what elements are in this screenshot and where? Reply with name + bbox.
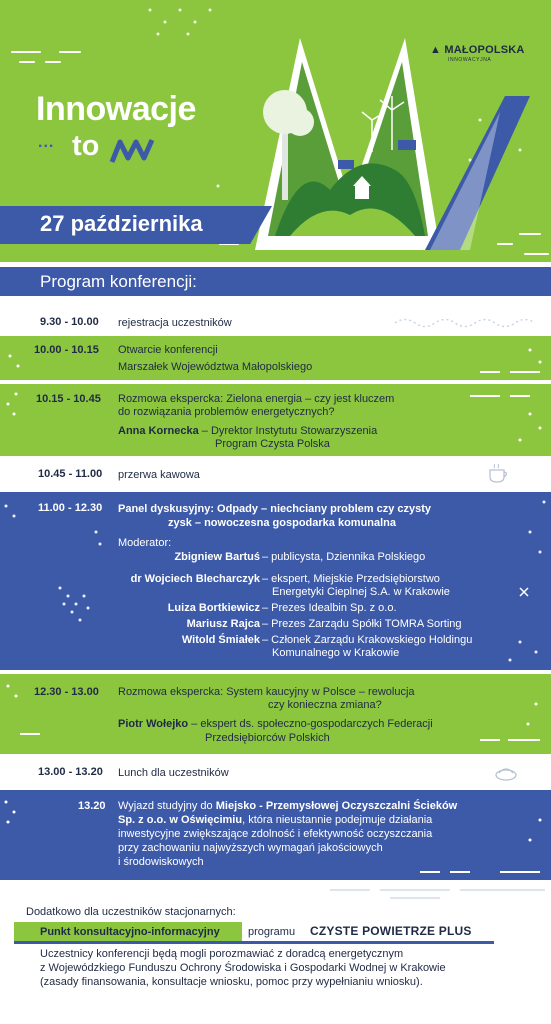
- brand-logo-mark: ▲: [430, 44, 445, 56]
- brand-name: MAŁOPOLSKA: [444, 44, 525, 56]
- extra-body-line: Uczestnicy konferencji będą mogli porozmawiać z doradcą energetycznym: [40, 948, 404, 960]
- row-time: 13.00 - 13.20: [38, 766, 103, 778]
- brand-logo: [430, 44, 525, 56]
- person-name: dr Wojciech Blecharczyk: [130, 573, 260, 585]
- punkt-label: Punkt konsultacyjno-informacyjny: [40, 926, 220, 938]
- trip-destination: Miejsko - Przemysłowej Oczyszczalni Ścieków: [215, 800, 458, 812]
- row-text: przerwa kawowa: [118, 469, 200, 481]
- person-role: – Prezes Zarządu Spółki TOMRA Sorting: [262, 618, 462, 630]
- row-time: 9.30 - 10.00: [40, 316, 99, 328]
- person-name: Witold Śmiałek: [181, 634, 260, 646]
- program-title: Program konferencji:: [40, 272, 197, 291]
- speaker-role: – Dyrektor Instytutu Stowarzyszenia: [201, 425, 378, 437]
- schedule-row: [0, 790, 551, 880]
- event-date: 27 października: [40, 211, 203, 236]
- person-role-cont: Energetyki Cieplnej S.A. w Krakowie: [272, 586, 450, 598]
- schedule-row: [0, 460, 551, 488]
- row-time: 12.30 - 13.00: [34, 686, 99, 698]
- row-line2: czy konieczna zmiana?: [268, 699, 382, 711]
- person-role: – publicysta, Dziennika Polskiego: [262, 551, 426, 563]
- schedule-row: [0, 758, 551, 786]
- dots-decoration: [0, 674, 551, 754]
- row-time: 10.45 - 11.00: [38, 468, 103, 480]
- trip-line5: i środowiskowych: [118, 856, 204, 868]
- trip-rest1: , która nieustannie podejmuje działania: [242, 814, 433, 826]
- title-dots: ...: [38, 134, 55, 151]
- extra-body: [40, 947, 530, 989]
- trip-destination-cont: Sp. z o.o. w Oświęcimiu: [118, 814, 243, 826]
- schedule-row: [0, 674, 551, 754]
- person-name: Mariusz Rajca: [186, 618, 260, 630]
- dots-decoration: [0, 492, 551, 670]
- programu-label: programu: [248, 926, 296, 938]
- row-time: 13.20: [78, 800, 106, 812]
- trip-lead: Wyjazd studyjny do: [118, 800, 216, 812]
- header-banner: [0, 0, 551, 262]
- row-line1: Rozmowa ekspercka: Zielona energia – czy jest kluczem: [118, 393, 395, 405]
- row-line1: Panel dyskusyjny: Odpady – niechciany problem czy czysty: [118, 503, 432, 515]
- person-name: Zbigniew Bartuś: [174, 551, 260, 563]
- line-decoration: [330, 882, 550, 902]
- wave-decoration: [395, 316, 545, 330]
- moderator-label: Moderator:: [118, 537, 172, 549]
- person-name: Luiza Bortkiewicz: [167, 602, 260, 614]
- dots-decoration: [0, 336, 551, 380]
- trip-line3: inwestycyjne zwiększające zdolność i efektywność oczyszczania: [118, 828, 433, 840]
- coffee-cup-icon: [487, 464, 511, 484]
- row-line1: Otwarcie konferencji: [118, 344, 218, 356]
- row-line2: Marszałek Województwa Małopolskiego: [118, 361, 313, 373]
- extra-body-line: (zasady finansowania, konsultacje wniosku, pomoc przy wypełnianiu wniosku).: [40, 976, 423, 988]
- extra-body-line: z Wojewódzkiego Funduszu Ochrony Środowiska i Gospodarki Wodnej w Krakowie: [40, 962, 446, 974]
- trip-line4: przy zachowaniu najwyższych wymagań jakościowych: [118, 842, 383, 854]
- row-time: 10.00 - 10.15: [34, 344, 99, 356]
- schedule-row: [0, 308, 551, 336]
- row-line1: Rozmowa ekspercka: System kaucyjny w Polsce – rewolucja: [118, 686, 415, 698]
- program-title-bar: [0, 267, 551, 296]
- person-role-cont: Komunalnego w Krakowie: [272, 647, 400, 659]
- speaker-name: Piotr Wołejko: [118, 718, 189, 730]
- person-role: – Prezes Idealbin Sp. z o.o.: [262, 602, 397, 614]
- row-time: 11.00 - 12.30: [38, 502, 103, 514]
- row-text: Lunch dla uczestników: [118, 767, 229, 779]
- underline-bar: [14, 941, 494, 944]
- row-time: 10.15 - 10.45: [36, 393, 101, 405]
- speaker-role-cont: Program Czysta Polska: [215, 438, 330, 450]
- czyste-powietrze-label: CZYSTE POWIETRZE PLUS: [310, 924, 472, 938]
- brand-subtitle: INNOWACYJNA: [448, 57, 492, 63]
- row-text: rejestracja uczestników: [118, 317, 232, 329]
- row-line2: do rozwiązania problemów energetycznych?: [118, 406, 335, 418]
- speaker-role-cont: Przedsiębiorców Polskich: [205, 732, 330, 744]
- schedule-row: [0, 336, 551, 380]
- extra-title: Dodatkowo dla uczestników stacjonarnych:: [26, 906, 236, 918]
- schedule-row: [0, 384, 551, 456]
- row-line2: zysk – nowoczesna gospodarka komunalna: [168, 517, 397, 529]
- schedule-row: [0, 492, 551, 670]
- dots-decoration: [0, 384, 551, 456]
- person-role: – Członek Zarządu Krakowskiego Holdingu: [262, 634, 473, 646]
- title-to: to: [72, 130, 100, 162]
- title-innowacje: Innowacje: [36, 90, 196, 128]
- person-role: – ekspert, Miejskie Przedsiębiorstwo: [262, 573, 440, 585]
- speaker-role: – ekspert ds. społeczno-gospodarczych Federacji: [191, 718, 433, 730]
- lunch-plate-icon: [494, 762, 518, 782]
- speaker-name: Anna Kornecka: [118, 425, 199, 437]
- dots-decoration: [0, 790, 551, 880]
